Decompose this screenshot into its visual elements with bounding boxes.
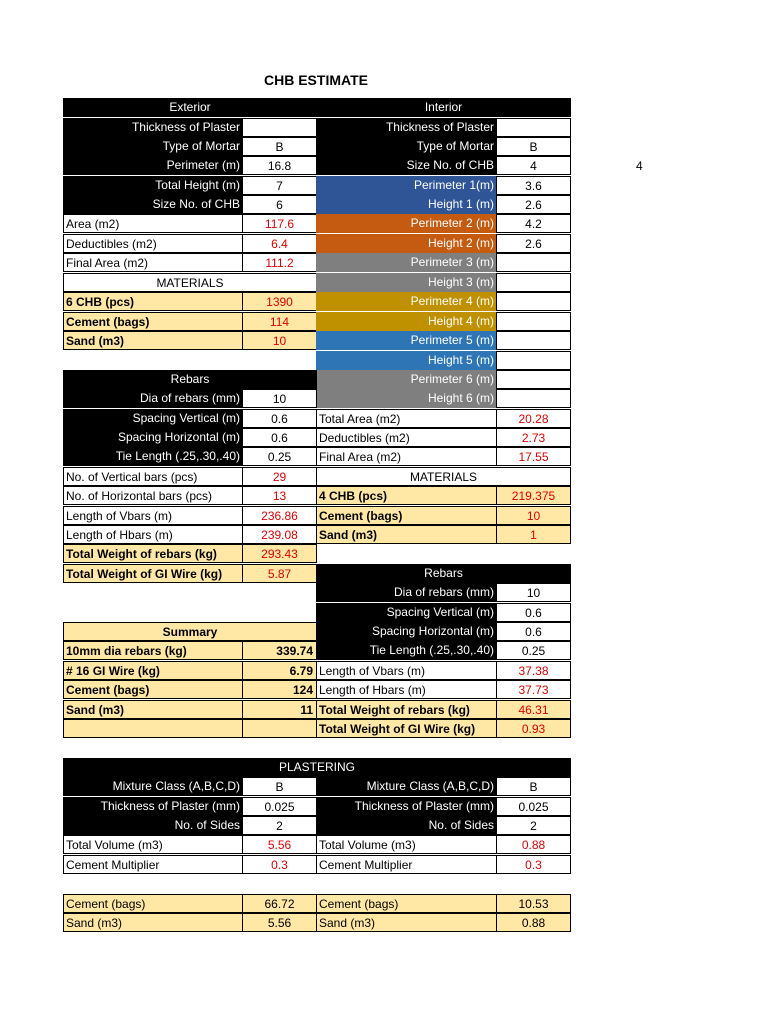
summary-cement-value: 124 xyxy=(242,680,317,699)
int-final-label: Final Area (m2) xyxy=(316,447,497,466)
ext-sand-value: 10 xyxy=(242,331,317,350)
ext-spacing-v-label: Spacing Vertical (m) xyxy=(63,409,243,428)
int-perimeter-4-input[interactable] xyxy=(496,292,571,311)
ext-size-label: Size No. of CHB xyxy=(63,195,243,214)
pl-right-mix-input[interactable]: B xyxy=(496,777,571,796)
int-thickness-label: Thickness of Plaster xyxy=(316,118,497,137)
int-perimeter-2-input[interactable]: 4.2 xyxy=(496,214,571,233)
summary-gi-label: # 16 GI Wire (kg) xyxy=(63,661,243,680)
pl-right-sand-label: Sand (m3) xyxy=(316,913,497,932)
int-total-area-value: 20.28 xyxy=(496,409,571,428)
int-height-2-label: Height 2 (m) xyxy=(316,234,497,253)
ext-height-label: Total Height (m) xyxy=(63,176,243,195)
summary-rebars-label: 10mm dia rebars (kg) xyxy=(63,641,243,660)
ext-gi-value: 5.87 xyxy=(242,564,317,583)
ext-spacing-h-input[interactable]: 0.6 xyxy=(242,428,317,447)
ext-nh-label: No. of Horizontal bars (pcs) xyxy=(63,486,243,505)
pl-right-cement-label: Cement (bags) xyxy=(316,894,497,913)
ext-lv-label: Length of Vbars (m) xyxy=(63,506,243,525)
int-perimeter-1-label: Perimeter 1(m) xyxy=(316,176,497,195)
ext-height-input[interactable]: 7 xyxy=(242,176,317,195)
ext-cement-value: 114 xyxy=(242,312,317,331)
int-tie-label: Tie Length (.25,.30,.40) xyxy=(316,641,497,660)
pl-left-sand-label: Sand (m3) xyxy=(63,913,243,932)
int-lv-value: 37.38 xyxy=(496,661,571,680)
pl-right-vol-value: 0.88 xyxy=(496,835,571,854)
int-perimeter-5-input[interactable] xyxy=(496,331,571,350)
pl-left-cement-value: 66.72 xyxy=(242,894,317,913)
int-height-2-input[interactable]: 2.6 xyxy=(496,234,571,253)
pl-right-cement-value: 10.53 xyxy=(496,894,571,913)
pl-right-thick-label: Thickness of Plaster (mm) xyxy=(316,797,497,816)
int-height-1-label: Height 1 (m) xyxy=(316,195,497,214)
pl-left-sides-label: No. of Sides xyxy=(63,816,243,835)
ext-spacing-h-label: Spacing Horizontal (m) xyxy=(63,428,243,447)
pl-left-thick-label: Thickness of Plaster (mm) xyxy=(63,797,243,816)
int-spacing-h-label: Spacing Horizontal (m) xyxy=(316,622,497,641)
pl-left-mult-label: Cement Multiplier xyxy=(63,855,243,874)
ext-tw-label: Total Weight of rebars (kg) xyxy=(63,544,243,563)
summary-empty-cell xyxy=(242,719,317,738)
ext-chb-label: 6 CHB (pcs) xyxy=(63,292,243,311)
ext-chb-value: 1390 xyxy=(242,292,317,311)
pl-left-mix-input[interactable]: B xyxy=(242,777,317,796)
summary-empty-cell xyxy=(63,719,243,738)
pl-left-thick-input[interactable]: 0.025 xyxy=(242,797,317,816)
int-cement-label: Cement (bags) xyxy=(316,506,497,525)
ext-final-label: Final Area (m2) xyxy=(63,253,243,272)
pl-left-vol-label: Total Volume (m3) xyxy=(63,835,243,854)
pl-right-sides-label: No. of Sides xyxy=(316,816,497,835)
int-rebars-header: Rebars xyxy=(316,564,571,583)
int-height-1-input[interactable]: 2.6 xyxy=(496,195,571,214)
pl-right-sides-input[interactable]: 2 xyxy=(496,816,571,835)
int-perimeter-3-label: Perimeter 3 (m) xyxy=(316,253,497,272)
int-lv-label: Length of Vbars (m) xyxy=(316,661,497,680)
pl-left-cement-label: Cement (bags) xyxy=(63,894,243,913)
ext-spacing-v-input[interactable]: 0.6 xyxy=(242,409,317,428)
int-thickness-input[interactable] xyxy=(496,118,571,137)
int-sand-label: Sand (m3) xyxy=(316,525,497,544)
summary-sand-value: 11 xyxy=(242,700,317,719)
exterior-header: Exterior xyxy=(63,98,317,117)
ext-final-value: 111.2 xyxy=(242,253,317,272)
pl-left-mult-value: 0.3 xyxy=(242,855,317,874)
ext-area-label: Area (m2) xyxy=(63,214,243,233)
ext-tie-input[interactable]: 0.25 xyxy=(242,447,317,466)
int-perimeter-5-label: Perimeter 5 (m) xyxy=(316,331,497,350)
int-spacing-h-input[interactable]: 0.6 xyxy=(496,622,571,641)
ext-perimeter-input[interactable]: 16.8 xyxy=(242,156,317,175)
int-height-5-input[interactable] xyxy=(496,351,571,370)
int-deduct-value: 2.73 xyxy=(496,428,571,447)
int-mortar-label: Type of Mortar xyxy=(316,137,497,156)
int-deduct-label: Deductibles (m2) xyxy=(316,428,497,447)
side-note: 4 xyxy=(636,159,643,173)
sheet-title: CHB ESTIMATE xyxy=(264,72,368,88)
summary-sand-label: Sand (m3) xyxy=(63,700,243,719)
int-chb-label: 4 CHB (pcs) xyxy=(316,486,497,505)
int-perimeter-6-label: Perimeter 6 (m) xyxy=(316,370,497,389)
int-perimeter-6-input[interactable] xyxy=(496,370,571,389)
int-height-6-input[interactable] xyxy=(496,389,571,408)
int-tie-input[interactable]: 0.25 xyxy=(496,641,571,660)
plastering-header: PLASTERING xyxy=(63,758,571,777)
pl-right-mult-value: 0.3 xyxy=(496,855,571,874)
int-rebar-dia-label: Dia of rebars (mm) xyxy=(316,583,497,602)
int-size-label: Size No. of CHB xyxy=(316,156,497,175)
ext-nv-value: 29 xyxy=(242,467,317,486)
ext-deduct-value: 6.4 xyxy=(242,234,317,253)
pl-right-vol-label: Total Volume (m3) xyxy=(316,835,497,854)
ext-rebars-header: Rebars xyxy=(63,370,317,389)
int-final-value: 17.55 xyxy=(496,447,571,466)
ext-size-input[interactable]: 6 xyxy=(242,195,317,214)
ext-materials-header: MATERIALS xyxy=(63,273,317,292)
int-tw-label: Total Weight of rebars (kg) xyxy=(316,700,497,719)
ext-lh-label: Length of Hbars (m) xyxy=(63,525,243,544)
ext-cement-label: Cement (bags) xyxy=(63,312,243,331)
int-lh-value: 37.73 xyxy=(496,680,571,699)
pl-right-mix-label: Mixture Class (A,B,C,D) xyxy=(316,777,497,796)
ext-thickness-input[interactable] xyxy=(242,118,317,137)
ext-gi-label: Total Weight of GI Wire (kg) xyxy=(63,564,243,583)
pl-left-vol-value: 5.56 xyxy=(242,835,317,854)
int-perimeter-4-label: Perimeter 4 (m) xyxy=(316,292,497,311)
int-gi-label: Total Weight of GI Wire (kg) xyxy=(316,719,497,738)
int-perimeter-1-input[interactable]: 3.6 xyxy=(496,176,571,195)
ext-nh-value: 13 xyxy=(242,486,317,505)
int-height-4-label: Height 4 (m) xyxy=(316,312,497,331)
int-spacing-v-label: Spacing Vertical (m) xyxy=(316,603,497,622)
int-height-4-input[interactable] xyxy=(496,312,571,331)
summary-header: Summary xyxy=(63,622,317,641)
int-lh-label: Length of Hbars (m) xyxy=(316,680,497,699)
pl-left-sand-value: 5.56 xyxy=(242,913,317,932)
ext-rebar-dia-label: Dia of rebars (mm) xyxy=(63,389,243,408)
summary-cement-label: Cement (bags) xyxy=(63,680,243,699)
int-tw-value: 46.31 xyxy=(496,700,571,719)
ext-mortar-label: Type of Mortar xyxy=(63,137,243,156)
int-height-3-input[interactable] xyxy=(496,273,571,292)
ext-thickness-label: Thickness of Plaster xyxy=(63,118,243,137)
pl-right-sand-value: 0.88 xyxy=(496,913,571,932)
ext-perimeter-label: Perimeter (m) xyxy=(63,156,243,175)
int-mortar-input[interactable]: B xyxy=(496,137,571,156)
pl-right-thick-input[interactable]: 0.025 xyxy=(496,797,571,816)
int-size-input[interactable]: 4 xyxy=(496,156,571,175)
ext-rebar-dia-input[interactable]: 10 xyxy=(242,389,317,408)
int-chb-value: 219.375 xyxy=(496,486,571,505)
ext-tw-value: 293.43 xyxy=(242,544,317,563)
pl-right-mult-label: Cement Multiplier xyxy=(316,855,497,874)
ext-mortar-input[interactable]: B xyxy=(242,137,317,156)
summary-gi-value: 6.79 xyxy=(242,661,317,680)
ext-deduct-label: Deductibles (m2) xyxy=(63,234,243,253)
ext-area-value: 117.6 xyxy=(242,214,317,233)
ext-tie-label: Tie Length (.25,.30,.40) xyxy=(63,447,243,466)
int-height-5-label: Height 5 (m) xyxy=(316,351,497,370)
pl-left-mix-label: Mixture Class (A,B,C,D) xyxy=(63,777,243,796)
int-height-3-label: Height 3 (m) xyxy=(316,273,497,292)
ext-nv-label: No. of Vertical bars (pcs) xyxy=(63,467,243,486)
pl-left-sides-input[interactable]: 2 xyxy=(242,816,317,835)
int-gi-value: 0.93 xyxy=(496,719,571,738)
int-materials-header: MATERIALS xyxy=(316,467,571,486)
int-cement-value: 10 xyxy=(496,506,571,525)
int-total-area-label: Total Area (m2) xyxy=(316,409,497,428)
summary-rebars-value: 339.74 xyxy=(242,641,317,660)
ext-lh-value: 239.08 xyxy=(242,525,317,544)
int-sand-value: 1 xyxy=(496,525,571,544)
int-rebar-dia-input[interactable]: 10 xyxy=(496,583,571,602)
int-height-6-label: Height 6 (m) xyxy=(316,389,497,408)
ext-lv-value: 236.86 xyxy=(242,506,317,525)
interior-header: Interior xyxy=(316,98,571,117)
int-perimeter-3-input[interactable] xyxy=(496,253,571,272)
ext-sand-label: Sand (m3) xyxy=(63,331,243,350)
int-spacing-v-input[interactable]: 0.6 xyxy=(496,603,571,622)
int-perimeter-2-label: Perimeter 2 (m) xyxy=(316,214,497,233)
